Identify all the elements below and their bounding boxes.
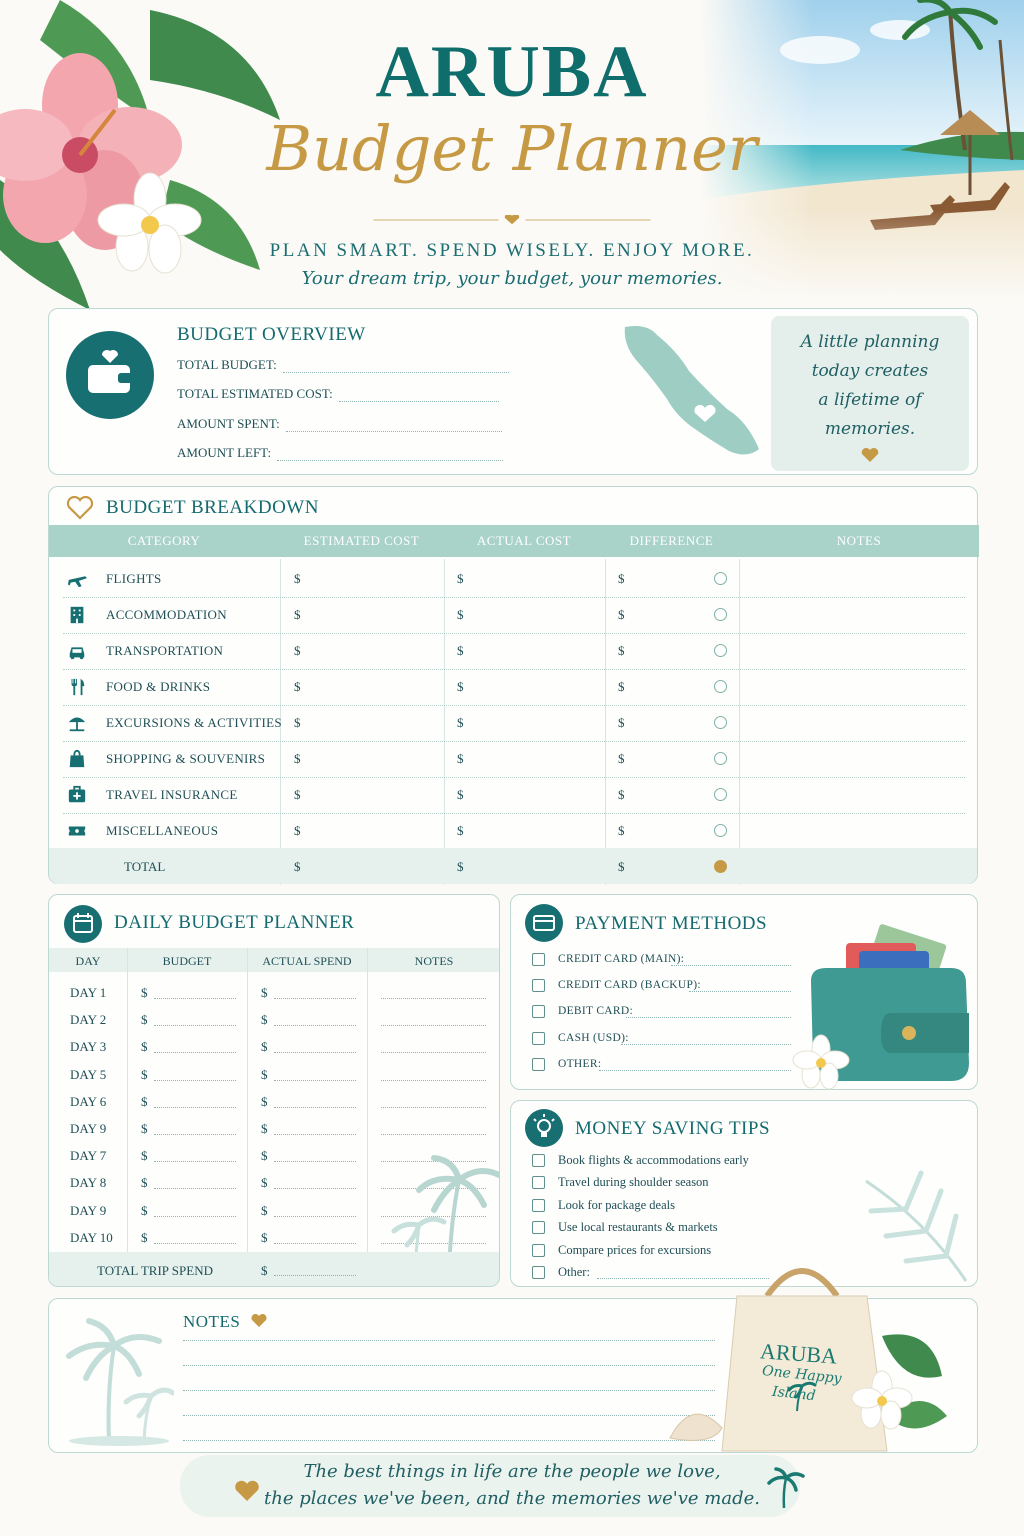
total-difference-dollar[interactable]: $ (618, 859, 625, 874)
day-label: DAY 9 (70, 1202, 107, 1218)
actual-cost-field[interactable]: $ (457, 715, 464, 730)
beach-umbrella-icon (66, 713, 88, 733)
tip-checkbox[interactable] (532, 1199, 545, 1212)
payment-checkbox[interactable] (532, 953, 545, 966)
tote-bag-illustration (652, 1256, 952, 1456)
day-notes-field[interactable] (381, 1123, 486, 1135)
daily-total-field[interactable] (274, 1262, 356, 1276)
estimated-cost-field[interactable]: $ (294, 787, 301, 802)
difference-status-circle[interactable] (714, 680, 727, 693)
overview-estimated-cost-field[interactable] (339, 390, 499, 402)
day-label: DAY 9 (70, 1121, 107, 1136)
daily-row (49, 985, 500, 1012)
payment-checkbox[interactable] (532, 1005, 545, 1018)
day-budget-field[interactable] (154, 1014, 236, 1026)
daily-row (49, 1039, 500, 1066)
title-divider (318, 215, 706, 225)
day-actual-field[interactable] (274, 1069, 356, 1081)
payment-method-label: OTHER: (558, 1057, 602, 1070)
tip-checkbox[interactable] (532, 1154, 545, 1167)
budget-overview-panel (48, 308, 978, 475)
difference-status-circle[interactable] (714, 752, 727, 765)
payment-method-label: CREDIT CARD (MAIN): (558, 953, 685, 965)
tip-checkbox[interactable] (532, 1266, 545, 1279)
breakdown-row (49, 669, 979, 705)
difference-field[interactable]: $ (618, 607, 625, 622)
difference-status-circle[interactable] (714, 788, 727, 801)
first-aid-icon (66, 785, 88, 805)
tip-row (511, 1175, 811, 1195)
breakdown-category-label: MISCELLANEOUS (106, 823, 219, 838)
col-category: CATEGORY (127, 533, 201, 548)
payment-method-row (511, 1057, 811, 1077)
actual-dollar: $ (261, 1012, 268, 1028)
page-title: ARUBA (375, 31, 649, 113)
actual-dollar: $ (261, 1229, 268, 1245)
day-actual-field[interactable] (274, 1205, 356, 1217)
actual-cost-field[interactable]: $ (457, 751, 464, 766)
breakdown-category-label: SHOPPING & SOUVENIRS (106, 751, 266, 766)
day-label: DAY 8 (70, 1175, 107, 1191)
difference-field[interactable]: $ (618, 679, 625, 694)
day-label: DAY 10 (70, 1229, 113, 1245)
payment-method-row (511, 978, 811, 998)
breakdown-row (49, 561, 979, 597)
payment-method-label: CASH (USD): (558, 1031, 629, 1044)
actual-cost-field[interactable]: $ (457, 571, 464, 586)
daily-budget-panel (48, 894, 500, 1287)
difference-field[interactable]: $ (618, 751, 625, 766)
breakdown-category-label: FOOD & DRINKS (106, 679, 211, 694)
airplane-icon (66, 569, 88, 589)
breakdown-row (49, 777, 979, 813)
budget-dollar: $ (141, 1202, 148, 1218)
actual-cost-field[interactable]: $ (457, 823, 464, 838)
day-budget-field[interactable] (154, 1096, 236, 1108)
day-notes-field[interactable] (381, 1014, 486, 1026)
difference-field[interactable]: $ (618, 823, 625, 838)
wallet-illustration (781, 913, 977, 1091)
breakdown-row (49, 741, 979, 777)
fork-knife-icon (66, 677, 88, 697)
payment-method-field[interactable] (599, 1059, 791, 1071)
tip-row (511, 1220, 811, 1240)
budget-dollar: $ (141, 1229, 148, 1245)
notes-line-3[interactable] (183, 1390, 715, 1391)
overview-total-budget-field[interactable] (283, 361, 509, 373)
payment-method-label: DEBIT CARD: (558, 1005, 633, 1018)
day-budget-field[interactable] (154, 1205, 236, 1217)
day-budget-field[interactable] (154, 1177, 236, 1189)
overview-estimated-cost-label: TOTAL ESTIMATED COST: (177, 386, 333, 401)
day-notes-field[interactable] (381, 987, 486, 999)
budget-overview-heading: BUDGET OVERVIEW (177, 324, 366, 345)
overview-amount-left-label: AMOUNT LEFT: (177, 445, 272, 460)
estimated-cost-field[interactable]: $ (294, 751, 301, 766)
day-budget-field[interactable] (154, 987, 236, 999)
budget-dollar: $ (141, 1093, 148, 1109)
overview-amount-spent-field[interactable] (286, 420, 502, 432)
credit-card-icon (525, 904, 563, 942)
tagline-script: Your dream trip, your budget, your memories. (301, 268, 723, 289)
breakdown-row (49, 597, 979, 633)
tagline: PLAN SMART. SPEND WISELY. ENJOY MORE. (269, 240, 755, 261)
actual-dollar: $ (261, 1148, 268, 1164)
breakdown-category-label: EXCURSIONS & ACTIVITIES (106, 715, 282, 730)
day-label: DAY 7 (70, 1148, 107, 1164)
payment-method-row (511, 1031, 811, 1051)
estimated-cost-field[interactable]: $ (294, 643, 301, 658)
wallet-icon (66, 331, 154, 419)
daily-total-dollar: $ (261, 1263, 268, 1278)
day-notes-field[interactable] (381, 1069, 486, 1081)
breakdown-row (49, 705, 979, 741)
aruba-map-icon (617, 321, 765, 461)
breakdown-category-label: TRAVEL INSURANCE (106, 787, 238, 802)
estimated-cost-field[interactable]: $ (294, 571, 301, 586)
difference-status-circle[interactable] (714, 716, 727, 729)
hotel-icon (66, 605, 88, 625)
payment-method-field[interactable] (689, 980, 791, 992)
daily-total-row (49, 1252, 500, 1287)
col-estimated-cost: ESTIMATED COST (303, 533, 420, 548)
payment-method-field[interactable] (626, 1006, 791, 1018)
money-saving-tips-heading: MONEY SAVING TIPS (575, 1118, 771, 1139)
tip-checkbox[interactable] (532, 1176, 545, 1189)
notes-line-5[interactable] (183, 1440, 715, 1441)
bag-text-island: Island (771, 1383, 817, 1405)
day-label: DAY 1 (70, 985, 107, 1000)
payment-methods-panel (510, 894, 978, 1090)
day-budget-field[interactable] (154, 1232, 236, 1244)
total-actual-dollar[interactable]: $ (457, 859, 464, 874)
day-actual-field[interactable] (274, 1177, 356, 1189)
difference-field[interactable]: $ (618, 643, 625, 658)
notes-heading: NOTES (183, 1312, 267, 1332)
daily-table-header (49, 948, 500, 972)
actual-dollar: $ (261, 1093, 268, 1109)
tip-label: Book flights & accommodations early (558, 1153, 749, 1167)
budget-dollar: $ (141, 1039, 148, 1055)
day-budget-field[interactable] (154, 1069, 236, 1081)
difference-field[interactable]: $ (618, 571, 625, 586)
page-subtitle: Budget Planner (266, 112, 758, 185)
breakdown-total-row (49, 848, 977, 884)
total-difference-dot (714, 860, 727, 873)
payment-method-field[interactable] (621, 1033, 791, 1045)
notes-line-2[interactable] (183, 1365, 715, 1366)
quote-line-3: a lifetime of (818, 390, 922, 410)
payment-method-field[interactable] (671, 954, 791, 966)
estimated-cost-field[interactable]: $ (294, 823, 301, 838)
actual-cost-field[interactable]: $ (457, 679, 464, 694)
payment-method-row (511, 1004, 811, 1024)
tip-row (511, 1153, 811, 1173)
actual-dollar: $ (261, 1121, 268, 1136)
difference-status-circle[interactable] (714, 608, 727, 621)
breakdown-row (49, 813, 979, 849)
day-actual-field[interactable] (274, 1232, 356, 1244)
heart-icon (251, 1314, 267, 1328)
daily-row (49, 1012, 500, 1039)
footer-quote-line-1: The best things in life are the people we love, (303, 1461, 721, 1482)
difference-status-circle[interactable] (714, 644, 727, 657)
daily-row (49, 1067, 500, 1094)
tip-label: Use local restaurants & markets (558, 1220, 718, 1235)
budget-dollar: $ (141, 1066, 148, 1082)
budget-breakdown-panel (48, 486, 978, 884)
breakdown-total-label: TOTAL (124, 859, 166, 874)
calendar-icon (64, 905, 102, 943)
tip-checkbox[interactable] (532, 1244, 545, 1257)
palm-trees-icon (59, 1311, 174, 1446)
tip-label: Travel during shoulder season (558, 1175, 709, 1190)
actual-dollar: $ (261, 1039, 268, 1055)
budget-dollar: $ (141, 1175, 148, 1191)
actual-cost-field[interactable]: $ (457, 607, 464, 622)
estimated-cost-field[interactable]: $ (294, 607, 301, 622)
col-daily-notes: NOTES (414, 954, 454, 968)
day-actual-field[interactable] (274, 1150, 356, 1162)
budget-dollar: $ (141, 1121, 148, 1136)
overview-quote-box (771, 316, 969, 471)
col-actual-spend: ACTUAL SPEND (262, 954, 352, 968)
difference-status-circle[interactable] (714, 824, 727, 837)
tip-label: Look for package deals (558, 1197, 675, 1212)
budget-dollar: $ (141, 1148, 148, 1164)
payment-method-row (511, 952, 811, 972)
actual-dollar: $ (261, 1202, 268, 1218)
breakdown-category-label: FLIGHTS (106, 571, 162, 586)
day-label: DAY 5 (70, 1066, 107, 1082)
shopping-bag-icon (66, 749, 88, 769)
col-notes: NOTES (836, 533, 882, 548)
day-budget-field[interactable] (154, 1123, 236, 1135)
quote-line-4: memories. (824, 419, 916, 439)
heart-icon (505, 215, 519, 224)
budget-dollar: $ (141, 1012, 148, 1028)
payment-checkbox[interactable] (532, 1058, 545, 1071)
notes-line-4[interactable] (183, 1415, 715, 1416)
ticket-icon (66, 821, 88, 841)
actual-dollar: $ (261, 1066, 268, 1082)
day-label: DAY 2 (70, 1012, 107, 1028)
day-budget-field[interactable] (154, 1150, 236, 1162)
difference-field[interactable]: $ (618, 715, 625, 730)
payment-checkbox[interactable] (532, 1032, 545, 1045)
payment-methods-heading: PAYMENT METHODS (575, 913, 768, 934)
estimated-cost-field[interactable]: $ (294, 715, 301, 730)
payment-checkbox[interactable] (532, 979, 545, 992)
breakdown-table-header (49, 525, 979, 557)
day-label: DAY 6 (70, 1093, 107, 1109)
actual-cost-field[interactable]: $ (457, 643, 464, 658)
difference-status-circle[interactable] (714, 572, 727, 585)
quote-line-1: A little planning (800, 332, 940, 352)
lightbulb-icon (525, 1109, 563, 1147)
day-notes-field[interactable] (381, 1041, 486, 1053)
daily-budget-heading: DAILY BUDGET PLANNER (114, 912, 355, 933)
difference-field[interactable]: $ (618, 787, 625, 802)
day-actual-field[interactable] (274, 987, 356, 999)
quote-line-2: today creates (811, 361, 929, 381)
footer-quote-line-2: the places we've been, and the memories we've made. (264, 1488, 760, 1509)
tip-checkbox[interactable] (532, 1221, 545, 1234)
actual-dollar: $ (261, 1175, 268, 1191)
estimated-cost-field[interactable]: $ (294, 679, 301, 694)
tip-label: Other: (558, 1265, 590, 1279)
actual-cost-field[interactable]: $ (457, 787, 464, 802)
day-budget-field[interactable] (154, 1041, 236, 1053)
bag-text-one-happy: One Happy (761, 1362, 843, 1388)
car-icon (66, 641, 88, 661)
tip-row (511, 1198, 811, 1218)
col-day: DAY (75, 954, 101, 968)
breakdown-row (49, 633, 979, 669)
col-budget: BUDGET (162, 954, 212, 968)
day-actual-field[interactable] (274, 1123, 356, 1135)
day-actual-field[interactable] (274, 1096, 356, 1108)
col-difference: DIFFERENCE (629, 533, 714, 548)
daily-row (49, 1121, 500, 1148)
day-label: DAY 3 (70, 1039, 107, 1055)
budget-breakdown-heading: BUDGET BREAKDOWN (106, 497, 319, 518)
daily-total-label: TOTAL TRIP SPEND (97, 1263, 213, 1278)
actual-dollar: $ (261, 985, 268, 1000)
payment-method-label: CREDIT CARD (BACKUP): (558, 979, 701, 992)
heart-icon (861, 447, 879, 463)
footer-quote (0, 1458, 1024, 1512)
day-notes-field[interactable] (381, 1096, 486, 1108)
breakdown-category-label: TRANSPORTATION (106, 643, 224, 658)
tip-label: Compare prices for excursions (558, 1242, 712, 1257)
overview-amount-spent-label: AMOUNT SPENT: (177, 416, 280, 431)
day-actual-field[interactable] (274, 1041, 356, 1053)
col-actual-cost: ACTUAL COST (476, 533, 572, 548)
day-actual-field[interactable] (274, 1014, 356, 1026)
budget-dollar: $ (141, 985, 148, 1000)
daily-row (49, 1094, 500, 1121)
overview-total-budget-label: TOTAL BUDGET: (177, 357, 277, 372)
heart-outline-icon (66, 496, 94, 520)
overview-amount-left-field[interactable] (277, 449, 503, 461)
total-estimated-dollar[interactable]: $ (294, 859, 301, 874)
bag-text-aruba: ARUBA (759, 1338, 838, 1369)
notes-line-1[interactable] (183, 1340, 715, 1341)
breakdown-category-label: ACCOMMODATION (106, 607, 227, 622)
